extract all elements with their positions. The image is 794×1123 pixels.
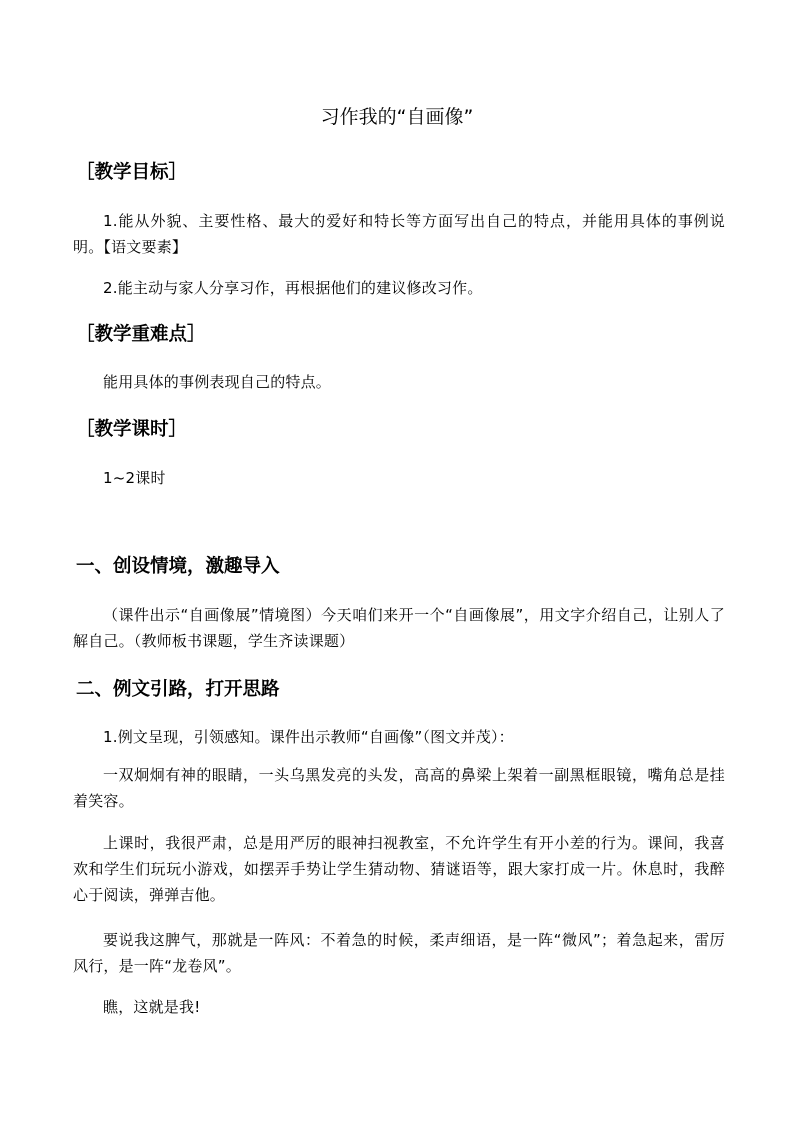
part-2-paragraph-1: 1.例文呈现，引领感知。课件出示教师“自画像”（图文并茂）： <box>103 728 514 746</box>
part-2-paragraph-2: 一双炯炯有神的眼睛，一头乌黑发亮的头发，高高的鼻梁上架着一副黑框眼镜，嘴角总是挂着笑容。 <box>73 766 725 810</box>
heading-class-hours: ［教学课时］ <box>76 419 188 440</box>
part-2-paragraph-5: 瞧，这就是我! <box>103 998 201 1016</box>
part-2-paragraph-3: 上课时，我很严肃，总是用严厉的眼神扫视教室，不允许学生有开小差的行为。课间，我喜欢和学生们玩玩小游戏，如摆弄手势让学生猜动物、猜谜语等，跟大家打成一片。休息时，我醉心于阅读，弹弹吉他。 <box>73 834 725 904</box>
goal-item-1: 1.能从外貌、主要性格、最大的爱好和特长等方面写出自己的特点，并能用具体的事例说明。【语文要素】 <box>73 212 725 256</box>
heading-teaching-goals: ［教学目标］ <box>76 162 188 183</box>
heading-key-points: ［教学重难点］ <box>76 324 206 345</box>
key-points-text: 能用具体的事例表现自己的特点。 <box>103 373 332 391</box>
part-1-intro-paragraph: （课件出示“自画像展”情境图）今天咱们来开一个“自画像展”，用文字介绍自己，让别人了解自己。（教师板书课题，学生齐读课题） <box>73 606 725 650</box>
heading-part-1: 一、创设情境，激趣导入 <box>76 556 280 577</box>
document-title: 习作我的“自画像” <box>320 106 474 128</box>
part-2-paragraph-4: 要说我这脾气，那就是一阵风：不着急的时候，柔声细语，是一阵“微风”；着急起来，雷厉风行，是一阵“龙卷风”。 <box>73 931 725 975</box>
heading-part-2: 二、例文引路，打开思路 <box>76 679 280 700</box>
goal-item-2: 2.能主动与家人分享习作，再根据他们的建议修改习作。 <box>103 279 483 297</box>
class-hours-text: 1~2课时 <box>103 469 166 487</box>
